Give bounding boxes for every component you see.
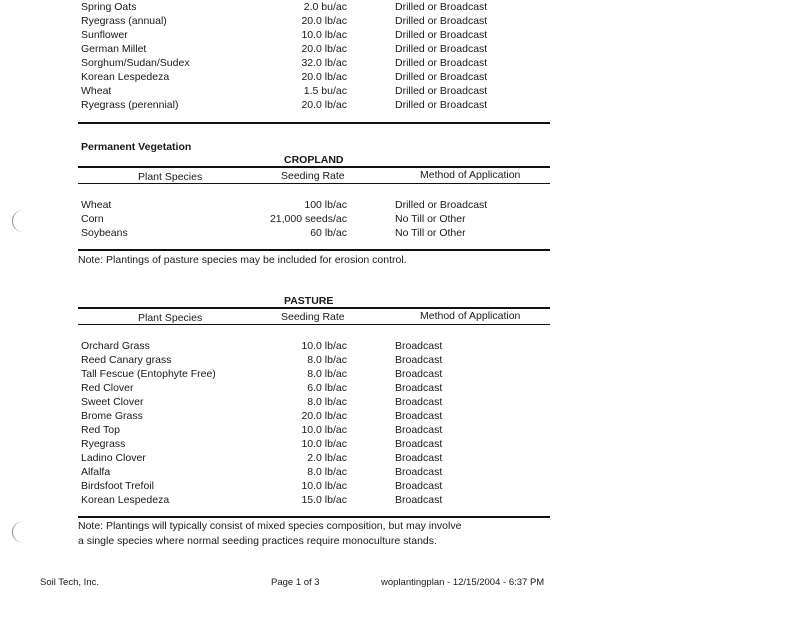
pasture-species-cell: Red Clover <box>81 382 134 394</box>
cropland-species-cell: Corn <box>81 213 104 225</box>
temporary-method-cell: Drilled or Broadcast <box>395 57 488 69</box>
pasture-rate-cell: 8.0 lb/ac <box>307 354 347 366</box>
temporary-rate-cell: 1.5 bu/ac <box>303 85 347 97</box>
pasture-method-cell: Broadcast <box>395 410 443 422</box>
cropland-bottom-rule <box>78 249 550 251</box>
pasture-note-line2: a single species where normal seeding practices require monoculture stands. <box>78 535 437 547</box>
pasture-rate-cell: 8.0 lb/ac <box>307 466 347 478</box>
pasture-method-cell: Broadcast <box>395 396 443 408</box>
pasture-rate-cell: 2.0 lb/ac <box>307 452 347 464</box>
temporary-method-cell: Drilled or Broadcast <box>395 15 488 27</box>
pasture-row <box>0 424 800 438</box>
pasture-row <box>0 466 800 480</box>
temporary-rate-cell: 20.0 lb/ac <box>301 99 347 111</box>
cropland-method-cell: No Till or Other <box>395 213 466 225</box>
pasture-method-cell: Broadcast <box>395 354 443 366</box>
pasture-method-cell: Broadcast <box>395 382 443 394</box>
temporary-row <box>0 99 800 113</box>
pasture-species-cell: Ladino Clover <box>81 452 146 464</box>
temporary-row <box>0 29 800 43</box>
pasture-row <box>0 396 800 410</box>
temporary-row <box>0 15 800 29</box>
pasture-top-rule <box>78 307 550 309</box>
temporary-species-cell: Sorghum/Sudan/Sudex <box>81 57 190 69</box>
cropland-species-cell: Soybeans <box>81 227 128 239</box>
pasture-bottom-rule <box>78 516 550 518</box>
footer-company: Soil Tech, Inc. <box>40 577 99 588</box>
temporary-species-cell: Spring Oats <box>81 1 137 13</box>
pasture-rate-cell: 8.0 lb/ac <box>307 396 347 408</box>
pasture-title: PASTURE <box>284 295 334 307</box>
cropland-row <box>0 227 800 241</box>
pasture-row <box>0 480 800 494</box>
temporary-species-cell: Wheat <box>81 85 112 97</box>
temporary-species-cell: Ryegrass (perennial) <box>81 99 179 111</box>
temporary-method-cell: Drilled or Broadcast <box>395 1 488 13</box>
pasture-method-cell: Broadcast <box>395 452 443 464</box>
punch-hole-mark-lower <box>12 521 31 543</box>
pasture-species-cell: Alfalfa <box>81 466 111 478</box>
pasture-species-cell: Tall Fescue (Entophyte Free) <box>81 368 216 380</box>
pasture-header-rule <box>78 324 550 325</box>
pasture-rate-cell: 10.0 lb/ac <box>301 480 347 492</box>
temporary-rate-cell: 32.0 lb/ac <box>301 57 347 69</box>
pasture-method-cell: Broadcast <box>395 368 443 380</box>
temporary-method-cell: Drilled or Broadcast <box>395 29 488 41</box>
temporary-species-cell: Ryegrass (annual) <box>81 15 167 27</box>
top-table-bottom-rule <box>78 122 550 124</box>
pasture-row <box>0 340 800 354</box>
pasture-rate-cell: 15.0 lb/ac <box>301 494 347 506</box>
pasture-note-line1: Note: Plantings will typically consist of mixed species composition, but may involve <box>78 520 462 532</box>
cropland-title: CROPLAND <box>284 154 344 166</box>
temporary-row <box>0 1 800 15</box>
temporary-species-cell: Sunflower <box>81 29 128 41</box>
pasture-row <box>0 382 800 396</box>
pasture-method-cell: Broadcast <box>395 340 443 352</box>
cropland-method-cell: No Till or Other <box>395 227 466 239</box>
temporary-row <box>0 85 800 99</box>
pasture-species-cell: Korean Lespedeza <box>81 494 170 506</box>
pasture-species-cell: Ryegrass <box>81 438 126 450</box>
temporary-method-cell: Drilled or Broadcast <box>395 85 488 97</box>
pasture-rate-cell: 8.0 lb/ac <box>307 368 347 380</box>
pasture-row <box>0 494 800 508</box>
pasture-species-cell: Sweet Clover <box>81 396 144 408</box>
temporary-method-cell: Drilled or Broadcast <box>395 43 488 55</box>
cropland-rate-cell: 100 lb/ac <box>304 199 347 211</box>
cropland-header-species: Plant Species <box>138 171 203 183</box>
pasture-species-cell: Birdsfoot Trefoil <box>81 480 154 492</box>
pasture-method-cell: Broadcast <box>395 466 443 478</box>
temporary-row <box>0 71 800 85</box>
cropland-note: Note: Plantings of pasture species may be included for erosion control. <box>78 254 407 266</box>
pasture-rate-cell: 10.0 lb/ac <box>301 424 347 436</box>
temporary-rate-cell: 20.0 lb/ac <box>301 71 347 83</box>
cropland-header-method: Method of Application <box>420 169 521 181</box>
cropland-row <box>0 199 800 213</box>
pasture-header-species: Plant Species <box>138 312 203 324</box>
cropland-rate-cell: 21,000 seeds/ac <box>269 213 347 225</box>
temporary-rate-cell: 20.0 lb/ac <box>301 43 347 55</box>
pasture-header-method: Method of Application <box>420 310 521 322</box>
pasture-method-cell: Broadcast <box>395 494 443 506</box>
temporary-row <box>0 43 800 57</box>
pasture-row <box>0 438 800 452</box>
cropland-header-rule <box>78 183 550 184</box>
pasture-rate-cell: 10.0 lb/ac <box>301 340 347 352</box>
pasture-row <box>0 452 800 466</box>
temporary-species-cell: German Millet <box>81 43 147 55</box>
temporary-rate-cell: 2.0 bu/ac <box>303 1 347 13</box>
cropland-method-cell: Drilled or Broadcast <box>395 199 488 211</box>
pasture-method-cell: Broadcast <box>395 438 443 450</box>
footer-page-number: Page 1 of 3 <box>271 577 320 588</box>
pasture-row <box>0 354 800 368</box>
pasture-species-cell: Brome Grass <box>81 410 143 422</box>
pasture-row <box>0 410 800 424</box>
pasture-rate-cell: 20.0 lb/ac <box>301 410 347 422</box>
temporary-rate-cell: 10.0 lb/ac <box>301 29 347 41</box>
pasture-method-cell: Broadcast <box>395 480 443 492</box>
pasture-row <box>0 368 800 382</box>
pasture-species-cell: Reed Canary grass <box>81 354 172 366</box>
cropland-top-rule <box>78 166 550 168</box>
pasture-header-rate: Seeding Rate <box>281 311 345 323</box>
permanent-vegetation-heading: Permanent Vegetation <box>81 141 192 153</box>
temporary-species-cell: Korean Lespedeza <box>81 71 170 83</box>
pasture-rate-cell: 10.0 lb/ac <box>301 438 347 450</box>
pasture-method-cell: Broadcast <box>395 424 443 436</box>
pasture-species-cell: Red Top <box>81 424 120 436</box>
cropland-header-rate: Seeding Rate <box>281 170 345 182</box>
footer-file-info: woplantingplan - 12/15/2004 - 6:37 PM <box>381 577 545 588</box>
temporary-row <box>0 57 800 71</box>
temporary-method-cell: Drilled or Broadcast <box>395 71 488 83</box>
cropland-rate-cell: 60 lb/ac <box>310 227 347 239</box>
temporary-rate-cell: 20.0 lb/ac <box>301 15 347 27</box>
punch-hole-mark-upper <box>12 210 31 232</box>
pasture-species-cell: Orchard Grass <box>81 340 150 352</box>
cropland-row <box>0 213 800 227</box>
cropland-species-cell: Wheat <box>81 199 112 211</box>
temporary-method-cell: Drilled or Broadcast <box>395 99 488 111</box>
pasture-rate-cell: 6.0 lb/ac <box>307 382 347 394</box>
